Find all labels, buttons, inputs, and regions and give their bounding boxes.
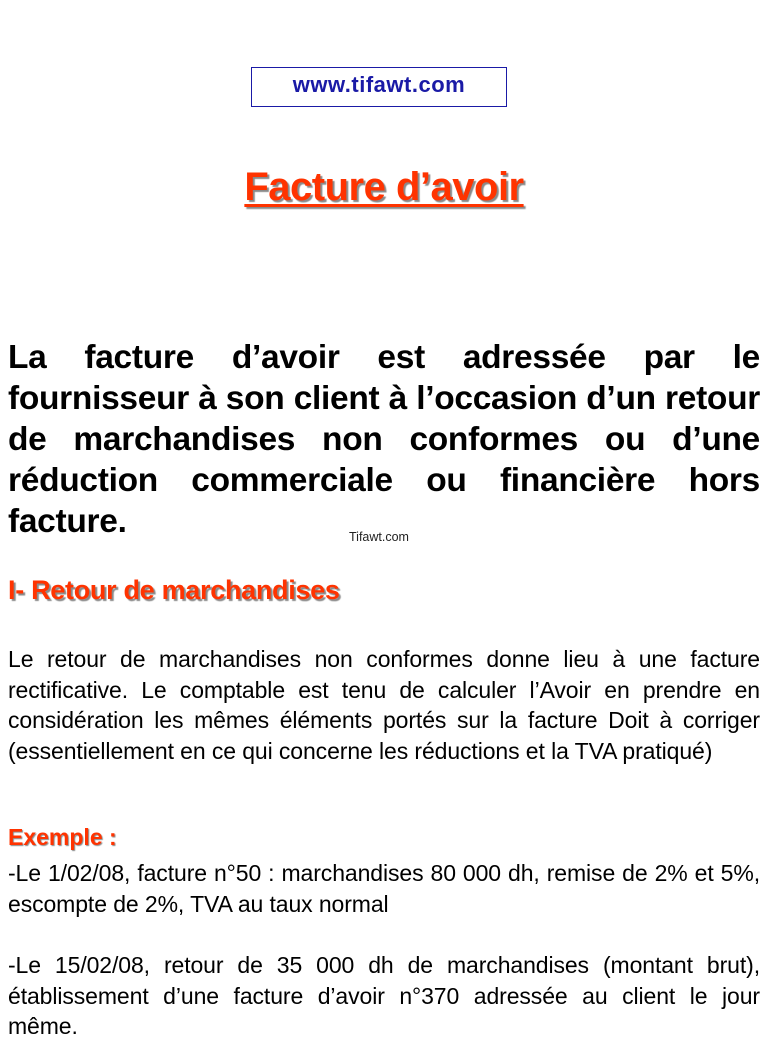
intro-paragraph: La facture d’avoir est adressée par le fournisseur à son client à l’occasion d’un retour de marchandises non conformes ou d’une réduction commerciale ou financière hors facture.: [8, 339, 760, 540]
example-line-2: -Le 15/02/08, retour de 35 000 dh de marchandises (montant brut), établissement d’une facture d’avoir n°370 adressée au client le jour même.: [8, 952, 760, 1039]
site-url[interactable]: www.tifawt.com: [292, 72, 466, 97]
section-heading: I- Retour de marchandises: [8, 575, 340, 605]
example-label: Exemple :: [8, 824, 117, 850]
document-title: Facture d’avoir: [244, 164, 524, 209]
watermark-text: Tifawt.com: [349, 530, 409, 544]
site-url-box[interactable]: [251, 67, 507, 107]
body-paragraph: Le retour de marchandises non conformes donne lieu à une facture rectificative. Le comptable est tenu de calculer l’Avoir en prendre en considération les mêmes éléments portés sur la facture Doit à corriger (essentiellement en ce qui concerne les réductions et la TVA pratiqué): [8, 646, 760, 764]
example-line-1: -Le 1/02/08, facture n°50 : marchandises 80 000 dh, remise de 2% et 5%, escompte de 2%, TVA au taux normal: [8, 860, 760, 917]
